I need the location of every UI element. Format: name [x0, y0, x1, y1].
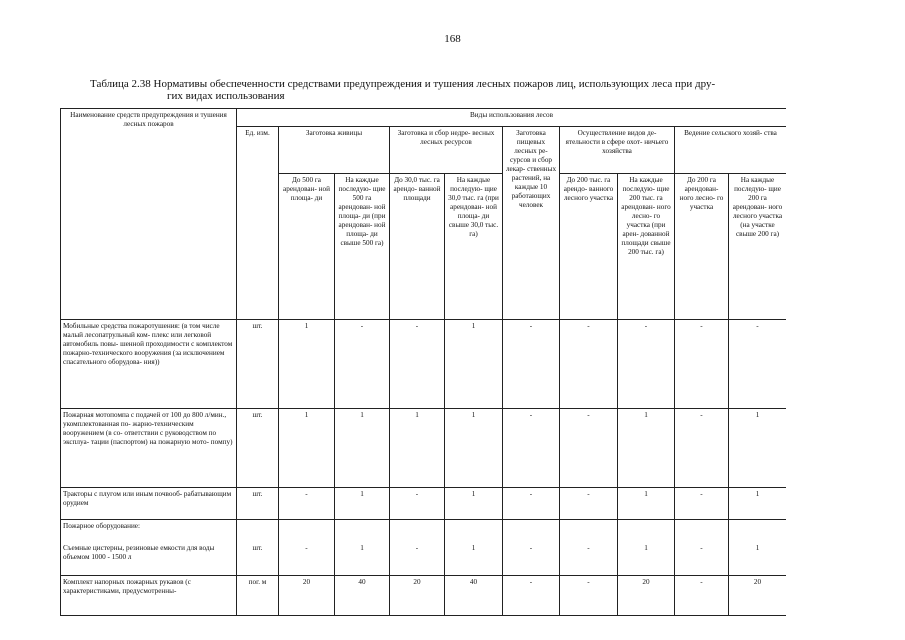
row-value — [390, 520, 445, 542]
row-value: 1 — [445, 488, 503, 520]
row-unit: пог. м — [237, 576, 279, 616]
row-value: 1 — [729, 488, 787, 520]
row-value: 1 — [390, 409, 445, 488]
header-group: Ведение сельского хозяй- ства — [675, 127, 787, 174]
row-value: - — [390, 542, 445, 576]
row-value: 1 — [618, 542, 675, 576]
table-row — [61, 576, 787, 616]
row-value: - — [503, 488, 560, 520]
header-name: Наименование средств предупреждения и тушения лесных пожаров — [61, 109, 237, 320]
row-value — [503, 520, 560, 542]
row-value: 1 — [279, 409, 335, 488]
header-group: Заготовка живицы — [279, 127, 390, 174]
row-value: - — [390, 320, 445, 409]
row-value — [279, 520, 335, 542]
row-unit: шт. — [237, 488, 279, 520]
row-value: - — [279, 488, 335, 520]
row-name: Тракторы с плугом или иным почвооб- рабатывающим орудием — [61, 488, 237, 520]
row-value: 1 — [335, 409, 390, 488]
page-number: 168 — [444, 33, 461, 45]
header-subgroup: До 500 га арендован- ной площа- ди — [279, 174, 335, 320]
row-value: - — [390, 488, 445, 520]
table-row — [61, 520, 787, 542]
row-value: - — [675, 320, 729, 409]
row-value: 20 — [729, 576, 787, 616]
table-row — [61, 488, 787, 520]
header-subgroup: До 30,0 тыс. га арендо- ванной площади — [390, 174, 445, 320]
row-value: 40 — [335, 576, 390, 616]
row-value: 20 — [390, 576, 445, 616]
header-subgroup: На каждые последую- щие 500 га арендован- ной площа- ди (при арендован- ной площа- ди свыше 500 га) — [335, 174, 390, 320]
row-value: - — [675, 488, 729, 520]
row-value: 1 — [279, 320, 335, 409]
header-group: Заготовка пищевых лесных ре- сурсов и сбор лекар- ственных растений, на каждые 10 работающих человек — [503, 127, 560, 320]
row-value: 40 — [445, 576, 503, 616]
row-value: 20 — [279, 576, 335, 616]
row-value — [675, 520, 729, 542]
header-group: Осуществление видов де- ятельности в сфере охот- ничьего хозяйства — [560, 127, 675, 174]
header-unit: Ед. изм. — [237, 127, 279, 320]
row-value — [618, 520, 675, 542]
row-value: - — [503, 409, 560, 488]
row-value: 20 — [618, 576, 675, 616]
row-unit — [237, 520, 279, 542]
row-value — [335, 520, 390, 542]
row-value: - — [675, 542, 729, 576]
row-value: - — [560, 320, 618, 409]
row-value — [445, 520, 503, 542]
row-value: - — [335, 320, 390, 409]
row-name: Съемные цистерны, резиновые емкости для воды объемом 1000 - 1500 л — [61, 542, 237, 576]
row-value: 1 — [445, 542, 503, 576]
table-row — [61, 320, 787, 409]
row-value: - — [618, 320, 675, 409]
row-value: 1 — [335, 542, 390, 576]
table-row — [61, 542, 787, 576]
table-row — [61, 409, 787, 488]
row-unit: шт. — [237, 542, 279, 576]
header-group: Заготовка и сбор недре- весных лесных ресурсов — [390, 127, 503, 174]
row-value: - — [503, 542, 560, 576]
header-uses-group: Виды использования лесов — [237, 109, 787, 127]
row-value — [560, 520, 618, 542]
header-subgroup: На каждые последую- щие 200 га арендован- ного лесного участка (на участке свыше 200 га) — [729, 174, 787, 320]
header-subgroup: До 200 тыс. га арендо- ванного лесного участка — [560, 174, 618, 320]
row-value: 1 — [729, 409, 787, 488]
row-value: - — [560, 542, 618, 576]
header-subgroup: До 200 га арендован- ного лесно- го участка — [675, 174, 729, 320]
row-value: - — [279, 542, 335, 576]
row-unit: шт. — [237, 320, 279, 409]
row-unit: шт. — [237, 409, 279, 488]
row-value: 1 — [335, 488, 390, 520]
row-value: - — [503, 320, 560, 409]
row-value: 1 — [445, 409, 503, 488]
row-value: 1 — [618, 488, 675, 520]
row-value: - — [729, 320, 787, 409]
row-value: - — [560, 576, 618, 616]
caption-line-1: Таблица 2.38 Нормативы обеспеченности средствами предупреждения и тушения лесных пожаров лиц, использующих леса при дру- — [90, 78, 716, 90]
table-caption — [90, 78, 850, 102]
caption-line-2: гих видах использования — [167, 90, 285, 102]
row-value: - — [560, 488, 618, 520]
row-name: Пожарная мотопомпа с подачей от 100 до 800 л/мин., укомплектованная по- жарно-техническим вооружением (в со- ответствии с руководством по эксплуа- тации (паспортом) на пожарную мото- помпу) — [61, 409, 237, 488]
row-value — [729, 520, 787, 542]
row-value: 1 — [729, 542, 787, 576]
row-value: - — [560, 409, 618, 488]
norms-table — [60, 108, 786, 616]
row-name: Пожарное оборудование: — [61, 520, 237, 542]
row-value: - — [503, 576, 560, 616]
norms-table-container — [60, 108, 786, 640]
row-value: 1 — [445, 320, 503, 409]
row-name: Комплект напорных пожарных рукавов (с характеристиками, предусмотренны- — [61, 576, 237, 616]
row-value: - — [675, 409, 729, 488]
row-value: - — [675, 576, 729, 616]
row-value: 1 — [618, 409, 675, 488]
header-subgroup: На каждые последую- щие 200 тыс. га арендован- ного лесно- го участка (при арен- дованной площади свыше 200 тыс. га) — [618, 174, 675, 320]
header-subgroup: На каждые последую- щие 30,0 тыс. га (при арендован- ной площа- ди свыше 30,0 тыс. га) — [445, 174, 503, 320]
row-name: Мобильные средства пожаротушения: (в том числе малый лесопатрульный ком- плекс или легковой автомобиль повы- шенной проходимости с комплектом пожарно-технического вооружения (за исключением спасательного оборудова- ния)) — [61, 320, 237, 409]
